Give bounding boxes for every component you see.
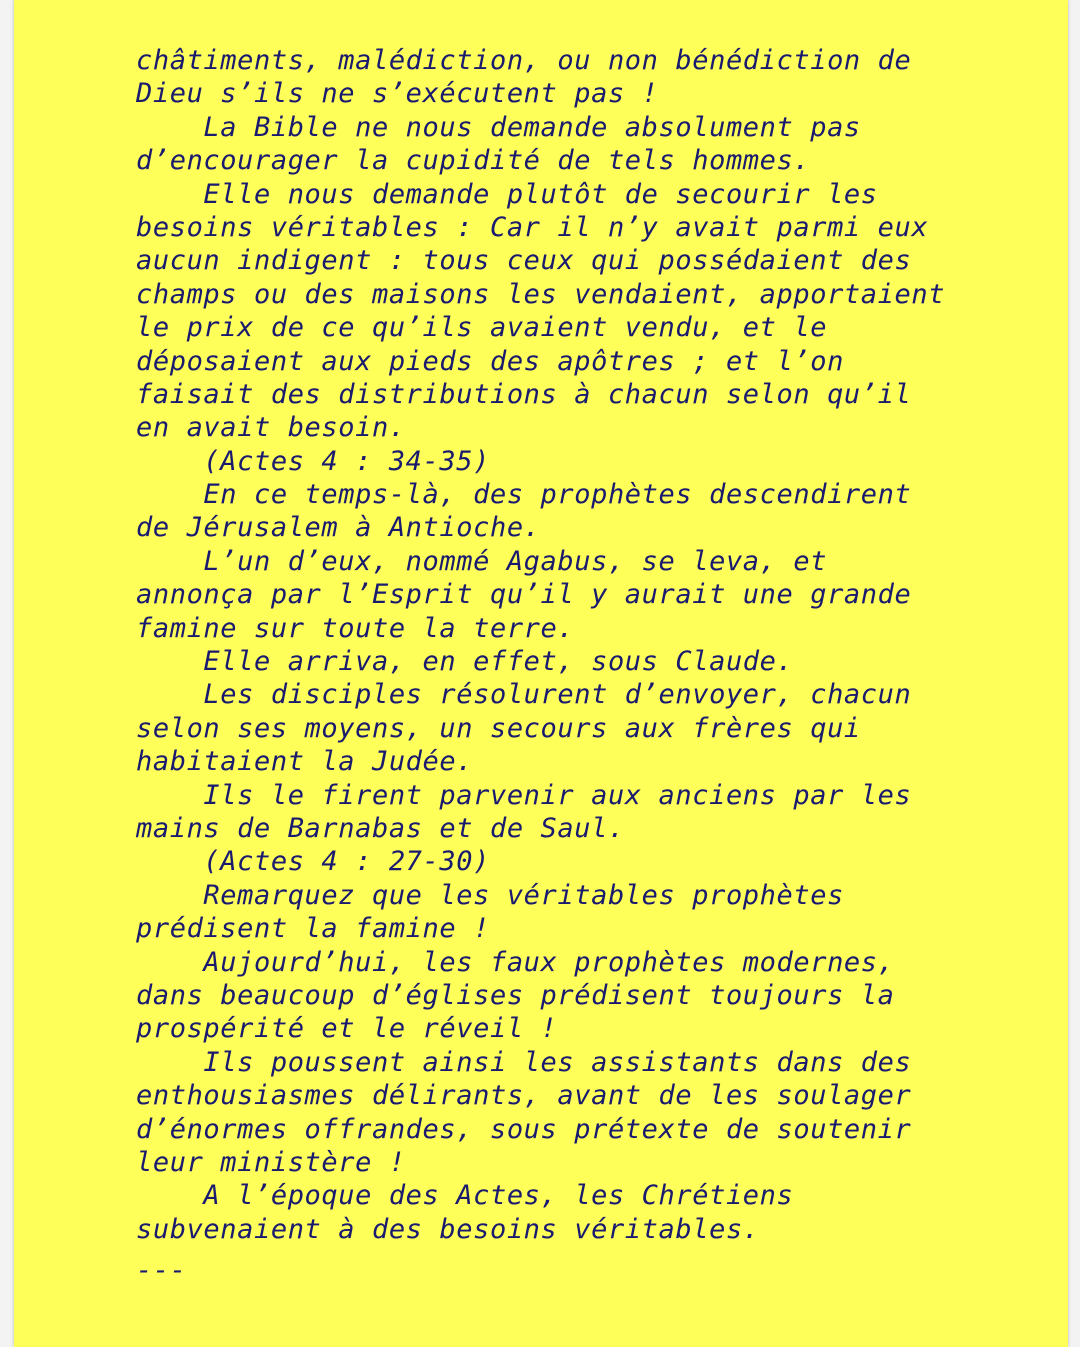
text-line: En ce temps-là, des prophètes descendirent (136, 479, 912, 511)
text-line: selon ses moyens, un secours aux frères qui (136, 712, 861, 744)
text-line: La Bible ne nous demande absolument pas (136, 111, 861, 143)
text-line: Aujourd’hui, les faux prophètes modernes, (136, 946, 895, 978)
text-line: Remarquez que les véritables prophètes (136, 879, 844, 911)
text-line: Ils le firent parvenir aux anciens par les (136, 779, 912, 811)
text-line: Les disciples résolurent d’envoyer, chacun (136, 679, 912, 711)
text-line: A l’époque des Actes, les Chrétiens (136, 1180, 794, 1212)
text-line: déposaient aux pieds des apôtres ; et l’on (136, 345, 844, 377)
text-line: leur ministère ! (136, 1146, 406, 1178)
text-line: prédisent la famine ! (136, 913, 490, 945)
text-line: champs ou des maisons les vendaient, apportaient (136, 278, 946, 310)
text-line: mains de Barnabas et de Saul. (136, 812, 625, 844)
text-line: Ils poussent ainsi les assistants dans des (136, 1046, 912, 1078)
text-line: d’énormes offrandes, sous prétexte de soutenir (136, 1113, 912, 1145)
separator-line: --- (136, 1255, 187, 1287)
text-line: en avait besoin. (136, 412, 406, 444)
text-line: de Jérusalem à Antioche. (136, 512, 541, 544)
text-line: annonça par l’Esprit qu’il y aurait une grande (136, 579, 912, 611)
text-line: dans beaucoup d’églises prédisent toujours la (136, 979, 895, 1011)
text-line: L’un d’eux, nommé Agabus, se leva, et (136, 545, 828, 577)
text-line: Elle arriva, en effet, sous Claude. (136, 646, 794, 678)
text-line: châtiments, malédiction, ou non bénédiction de (136, 45, 912, 76)
text-line: habitaient la Judée. (136, 746, 474, 778)
text-line: d’encourager la cupidité de tels hommes. (136, 145, 811, 177)
citation-line: (Actes 4 : 27-30) (136, 846, 490, 878)
text-line: besoins véritables : Car il n’y avait parmi eux (136, 211, 929, 243)
text-line: prospérité et le réveil ! (136, 1013, 558, 1045)
text-line: enthousiasmes délirants, avant de les soulager (136, 1080, 912, 1112)
text-line: faisait des distributions à chacun selon qu’il (136, 378, 912, 410)
text-line: Dieu s’ils ne s’exécutent pas ! (136, 78, 659, 110)
citation-line: (Actes 4 : 34-35) (136, 445, 490, 477)
text-line: aucun indigent : tous ceux qui possédaient des (136, 245, 912, 277)
text-line: le prix de ce qu’ils avaient vendu, et le (136, 312, 828, 344)
document-page (14, 0, 1068, 1347)
text-line: subvenaient à des besoins véritables. (136, 1213, 760, 1245)
text-line: Elle nous demande plutôt de secourir les (136, 178, 878, 210)
text-line: famine sur toute la terre. (136, 612, 575, 644)
document-text (136, 44, 1036, 1287)
